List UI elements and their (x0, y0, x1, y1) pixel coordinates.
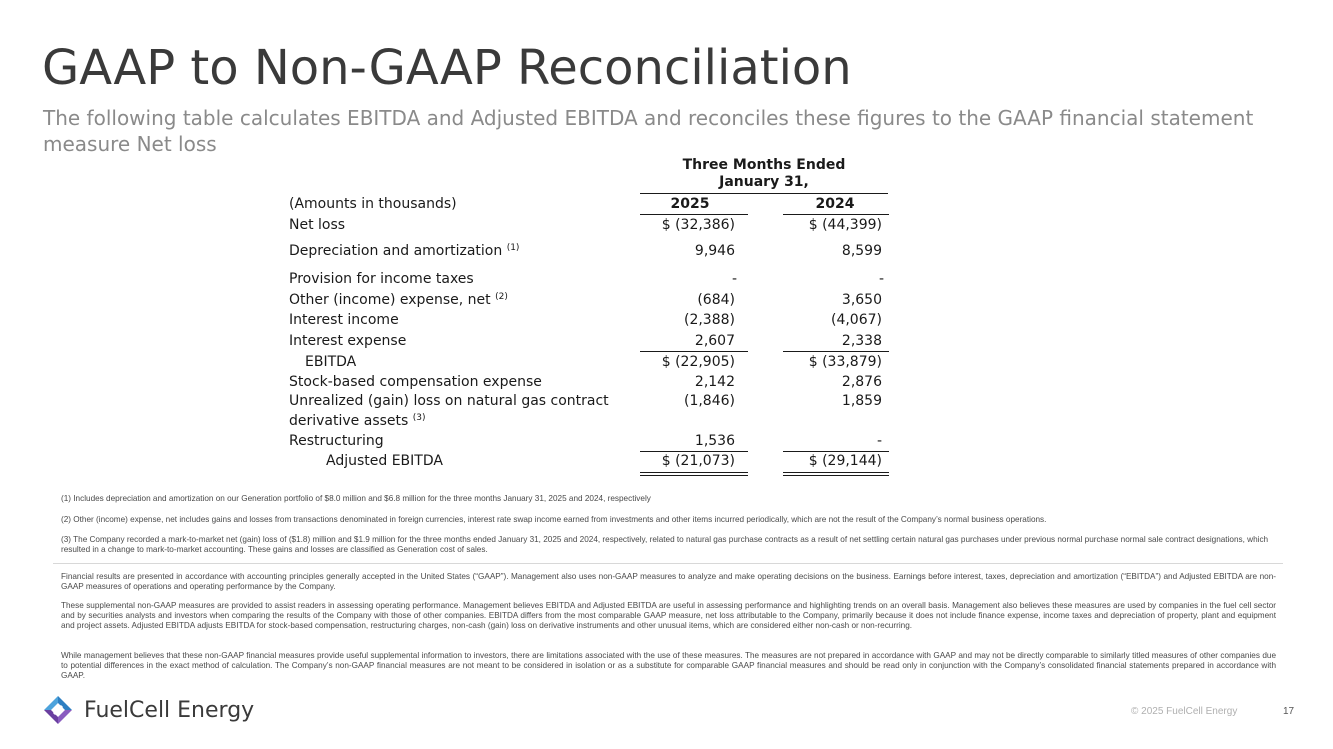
value-2025: (1,846) (683, 393, 735, 409)
double-rule-2024-b (783, 475, 889, 476)
value-2024: - (876, 433, 882, 449)
row-label: Provision for income taxes (289, 271, 474, 287)
value-2024: 3,650 (841, 292, 882, 308)
row-label (289, 292, 508, 308)
row-label-text: Depreciation and amortization (289, 243, 503, 259)
value-2025: $ (22,905) (661, 354, 735, 370)
value-2025: 2,607 (694, 333, 735, 349)
table-row-provision (0, 271, 1333, 291)
disclosure-paragraph-2: These supplemental non-GAAP measures are provided to assist readers in assessing operating performance. Management believes EBITDA and Adjusted EBITDA are useful in assessing performance and highlighting trends on an overall basis. Management also believes these measures are used by companies in the fuel cell sector and by securities analysts and investors when comparing the results of the Company with those of other companies. EBITDA differs from the most comparable GAAP measure, net loss attributable to the Company, primarily because it does not include finance expense, income taxes and depreciation of property, plant and equipment and project assets. Adjusted EBITDA adjusts EBITDA for stock-based compensation, restructuring charges, non-cash (gain) loss on derivative instruments and other unusual items, which are considered either non-cash or non-recurring. (61, 601, 1276, 630)
value-2025: (2,388) (683, 312, 735, 328)
disclosure-paragraph-1: Financial results are presented in accordance with accounting principles generally accepted in the United States (“GAAP”). Management also uses non-GAAP measures to analyze and make operating decisions on the business. Earnings before interest, taxes, depreciation and amortization (“EBITDA”) and Adjusted EBITDA are non-GAAP measures of operations and operating performance by the Company. (61, 572, 1276, 591)
table-row-stock-comp (0, 374, 1333, 394)
value-2025: (684) (697, 292, 735, 308)
table-row-depreciation (0, 243, 1333, 263)
table-row-restructuring (0, 433, 1333, 453)
brand-name: FuelCell Energy (84, 697, 255, 723)
value-2025: $ (21,073) (661, 453, 735, 469)
fuelcell-logo-icon (42, 694, 74, 726)
period-rule (640, 193, 888, 194)
table-row-adjusted-ebitda (0, 453, 1333, 473)
period-line-2: January 31, (719, 174, 809, 190)
double-rule-2025-b (640, 475, 748, 476)
table-row-net-loss (0, 217, 1333, 237)
footnote-1: (1) Includes depreciation and amortization on our Generation portfolio of $8.0 million and $6.8 million for the three months January 31, 2025 and 2024, respectively (61, 494, 651, 503)
page-title: GAAP to Non-GAAP Reconciliation (42, 40, 852, 96)
table-row-unrealized-cont (0, 413, 1333, 433)
value-2025: $ (32,386) (661, 217, 735, 233)
value-2024: $ (44,399) (808, 217, 882, 233)
value-2024: 8,599 (841, 243, 882, 259)
value-2024: - (878, 271, 884, 287)
row-label (289, 243, 519, 259)
footnote-2: (2) Other (income) expense, net includes gains and losses from transactions denominated in foreign currencies, interest rate swap income earned from investments and other items incurred periodically, which are not the result of the Company’s normal business operations. (61, 515, 1047, 524)
double-rule-2024-a (783, 472, 889, 473)
row-label: Interest income (289, 312, 399, 328)
table-row-interest-income (0, 312, 1333, 332)
row-label-text: Other (income) expense, net (289, 292, 491, 308)
value-2024: 2,338 (841, 333, 882, 349)
footnote-ref: (1) (506, 243, 520, 253)
adjusted-rule-2025 (640, 451, 748, 452)
copyright-text: © 2025 FuelCell Energy (1131, 706, 1238, 717)
value-2025: 2,142 (694, 374, 735, 390)
row-label (289, 413, 426, 429)
company-logo (42, 694, 254, 726)
table-header-row (0, 196, 1333, 216)
value-2024: 1,859 (841, 393, 882, 409)
table-row-unrealized (0, 393, 1333, 413)
row-label: Stock-based compensation expense (289, 374, 542, 390)
adjusted-rule-2024 (783, 451, 889, 452)
row-label: Adjusted EBITDA (326, 453, 443, 469)
table-row-ebitda (0, 354, 1333, 374)
col-header-2024: 2024 (815, 196, 855, 212)
value-2024: (4,067) (830, 312, 882, 328)
period-header (640, 157, 888, 191)
disclosure-paragraph-3: While management believes that these non-GAAP financial measures provide useful supplemental information to investors, there are limitations associated with the use of these measures. The measures are not prepared in accordance with GAAP and may not be directly comparable to similarly titled measures of other companies due to potential differences in the exact method of calculation. The Company’s non-GAAP financial measures are not meant to be considered in isolation or as a substitute for comparable GAAP financial measures and should be read only in conjunction with the Company’s consolidated financial statements prepared in accordance with GAAP. (61, 651, 1276, 680)
value-2024: $ (33,879) (808, 354, 882, 370)
page-number: 17 (1283, 706, 1295, 717)
row-label: Restructuring (289, 433, 384, 449)
value-2025: - (731, 271, 737, 287)
col-header-2025: 2025 (670, 196, 710, 212)
ebitda-rule-2025 (640, 351, 748, 352)
table-row-interest-expense (0, 333, 1333, 353)
table-row-other-income (0, 292, 1333, 312)
row-label: EBITDA (305, 354, 357, 370)
header-rule-2024 (783, 214, 889, 215)
value-2025: 1,536 (694, 433, 735, 449)
row-label: Unrealized (gain) loss on natural gas contract (289, 393, 609, 409)
units-label: (Amounts in thousands) (289, 196, 457, 212)
footnote-ref: (3) (412, 413, 426, 423)
header-rule-2025 (640, 214, 748, 215)
section-divider (53, 563, 1283, 564)
value-2024: 2,876 (841, 374, 882, 390)
row-label: Net loss (289, 217, 346, 233)
footnote-ref: (2) (495, 292, 508, 302)
row-label: Interest expense (289, 333, 407, 349)
row-label-text: derivative assets (289, 413, 409, 429)
page-subtitle: The following table calculates EBITDA and Adjusted EBITDA and reconciles these figures to the GAAP financial statement measure Net loss (43, 106, 1254, 156)
value-2024: $ (29,144) (808, 453, 882, 469)
period-line-1: Three Months Ended (682, 157, 846, 173)
value-2025: 9,946 (694, 243, 735, 259)
footnote-3: (3) The Company recorded a mark-to-market net (gain) loss of ($1.8) million and $1.9 million for the three months ended January 31, 2025 and 2024, respectively, related to natural gas purchase contracts as a result of net settling certain natural gas purchases under previous normal purchase normal sale contract designations, which resulted in a change to mark-to-market accounting. These gains and losses are classified as Generation cost of sales. (61, 535, 1269, 554)
ebitda-rule-2024 (783, 351, 889, 352)
double-rule-2025-a (640, 472, 748, 473)
